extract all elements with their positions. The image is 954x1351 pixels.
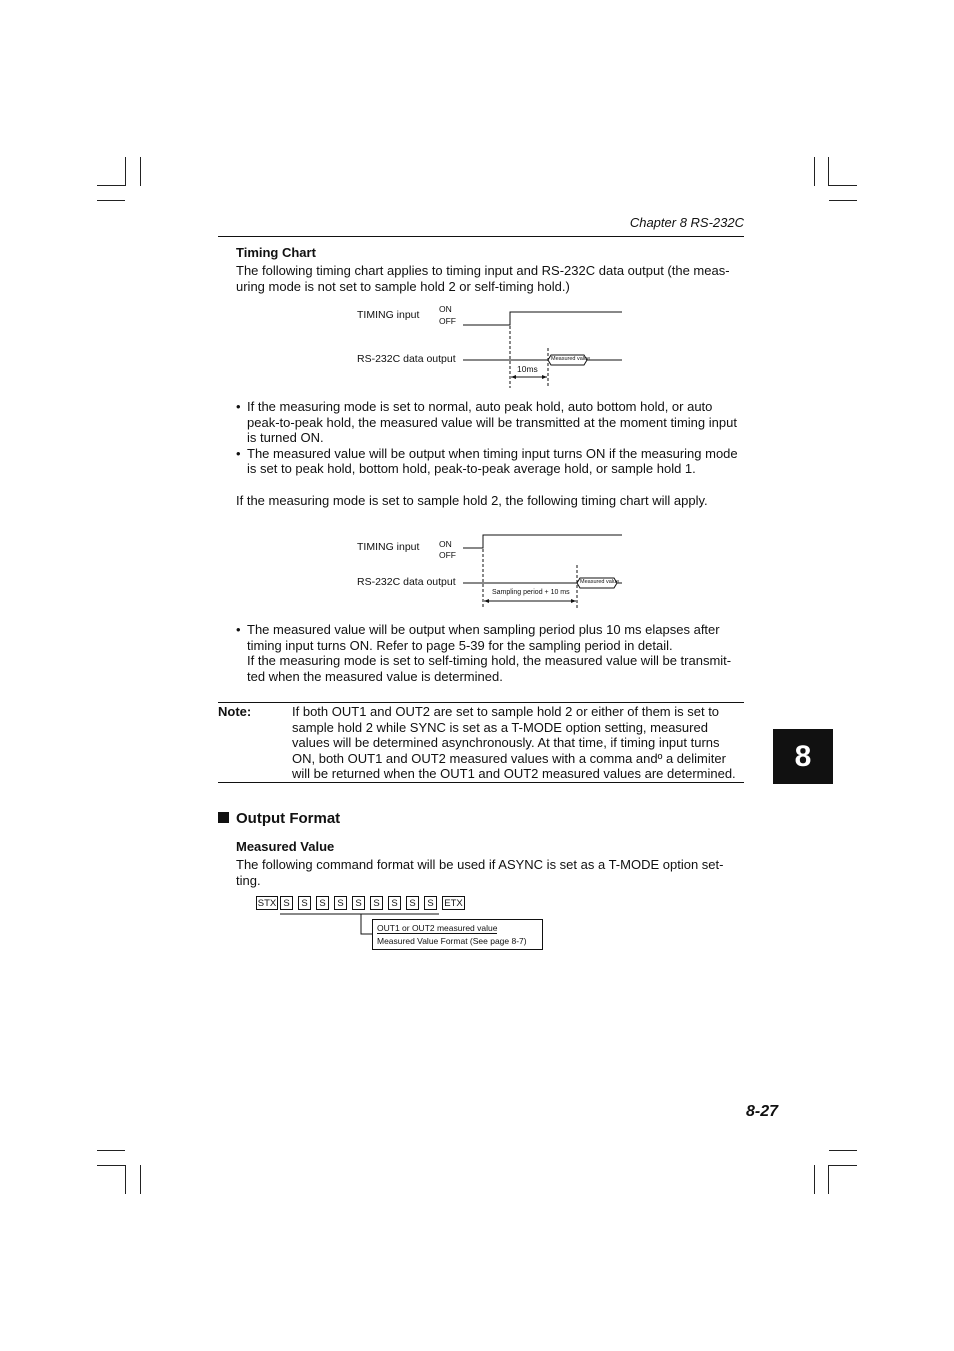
measured-value-heading: Measured Value [236,839,335,854]
timing-chart-intro: The following timing chart applies to timing input and RS-232C data output (the meas-uring mode is not set to sample hold 2 or self-timing hold.) [236,263,730,294]
crop-mark [828,157,829,186]
bullet-list-1 [236,399,744,477]
output-label: RS-232C data output [357,353,456,365]
format-cell: ETX [442,896,465,910]
delay-label: Sampling period + 10 ms [492,589,570,596]
timing-chart-heading: Timing Chart [236,245,316,260]
off-label: OFF [439,550,456,560]
format-cell: S [334,896,347,910]
output-format-title [218,810,340,827]
timing-input-label: TIMING input [357,309,420,321]
chapter-header: Chapter 8 RS-232C [629,215,744,230]
format-cell: S [424,896,437,910]
crop-mark [97,185,125,186]
crop-mark [814,157,815,186]
bullet-text-continued: If the measuring mode is set to self-timing hold, the measured value will be transmit-ted when the measured value is determined. [247,653,732,684]
on-label: ON [439,539,452,549]
output-format-intro: The following command format will be used if ASYNC is set as a T-MODE option set-ting. [236,857,724,888]
measured-value-label: Measured value [551,356,591,362]
crop-mark [97,1150,125,1151]
format-cell: STX [257,898,277,909]
crop-mark [97,1165,125,1166]
note-label: Note: [218,704,252,719]
format-cell: S [406,896,419,910]
crop-mark [829,200,857,201]
crop-mark [829,1150,857,1151]
sample-hold2-text: If the measuring mode is set to sample hold 2, the following timing chart will apply. [236,493,708,508]
timing-input-label: TIMING input [357,541,420,553]
crop-mark [829,1165,857,1166]
box-line-2: Measured Value Format (See page 8-7) [377,936,527,946]
list-item: • If the measuring mode is set to normal, auto peak hold, auto bottom hold, or auto peak-to-peak hold, the measured value will be transmitted at the moment timing input is turned ON. [236,399,744,446]
on-label: ON [439,304,452,314]
square-bullet-icon [218,812,229,823]
crop-mark [829,185,857,186]
header-rule [218,236,744,237]
bullet-list-2 [236,622,744,684]
bullet-text: The measured value will be output when sampling period plus 10 ms elapses after timing input turns ON. Refer to page 5-39 for the sampling period in detail. [247,622,720,653]
timing-waveform-1 [455,300,630,390]
page-number: 8-27 [745,1103,778,1120]
list-item [236,622,744,684]
list-item: • The measured value will be output when timing input turns ON if the measuring mode is set to peak hold, bottom hold, peak-to-peak average hold, or sample hold 1. [236,446,744,477]
format-cell: S [316,896,329,910]
output-label: RS-232C data output [357,576,456,588]
crop-mark [140,157,141,186]
format-cell: S [370,896,383,910]
format-cell: S [298,896,311,910]
crop-mark [140,1165,141,1194]
note-bottom-rule [218,782,744,783]
off-label: OFF [439,316,456,326]
format-cell: S [280,896,293,910]
box-line-1: OUT1 or OUT2 measured value [377,923,498,933]
measured-value-box [372,919,543,950]
timing-waveform-2 [455,530,630,610]
delay-label: 10ms [517,364,538,374]
crop-mark [125,157,126,186]
note-text: If both OUT1 and OUT2 are set to sample hold 2 or either of them is set to sample hold 2 while SYNC is set as a T-MODE option setting, measured values will be determined asynchronously. At that time, if timing input turns ON, both OUT1 and OUT2 measured values with a comma andº a delimiter will be returned when the OUT1 and OUT2 measured values are determined. [292,704,736,782]
chapter-tab: 8 [773,729,833,784]
crop-mark [97,200,125,201]
section-title-text: Output Format [236,810,341,827]
format-cell: S [388,896,401,910]
crop-mark [125,1165,126,1194]
note-top-rule [218,702,744,703]
crop-mark [828,1165,829,1194]
crop-mark [814,1165,815,1194]
format-cell: S [352,896,365,910]
measured-value-label: Measured value [580,579,620,585]
